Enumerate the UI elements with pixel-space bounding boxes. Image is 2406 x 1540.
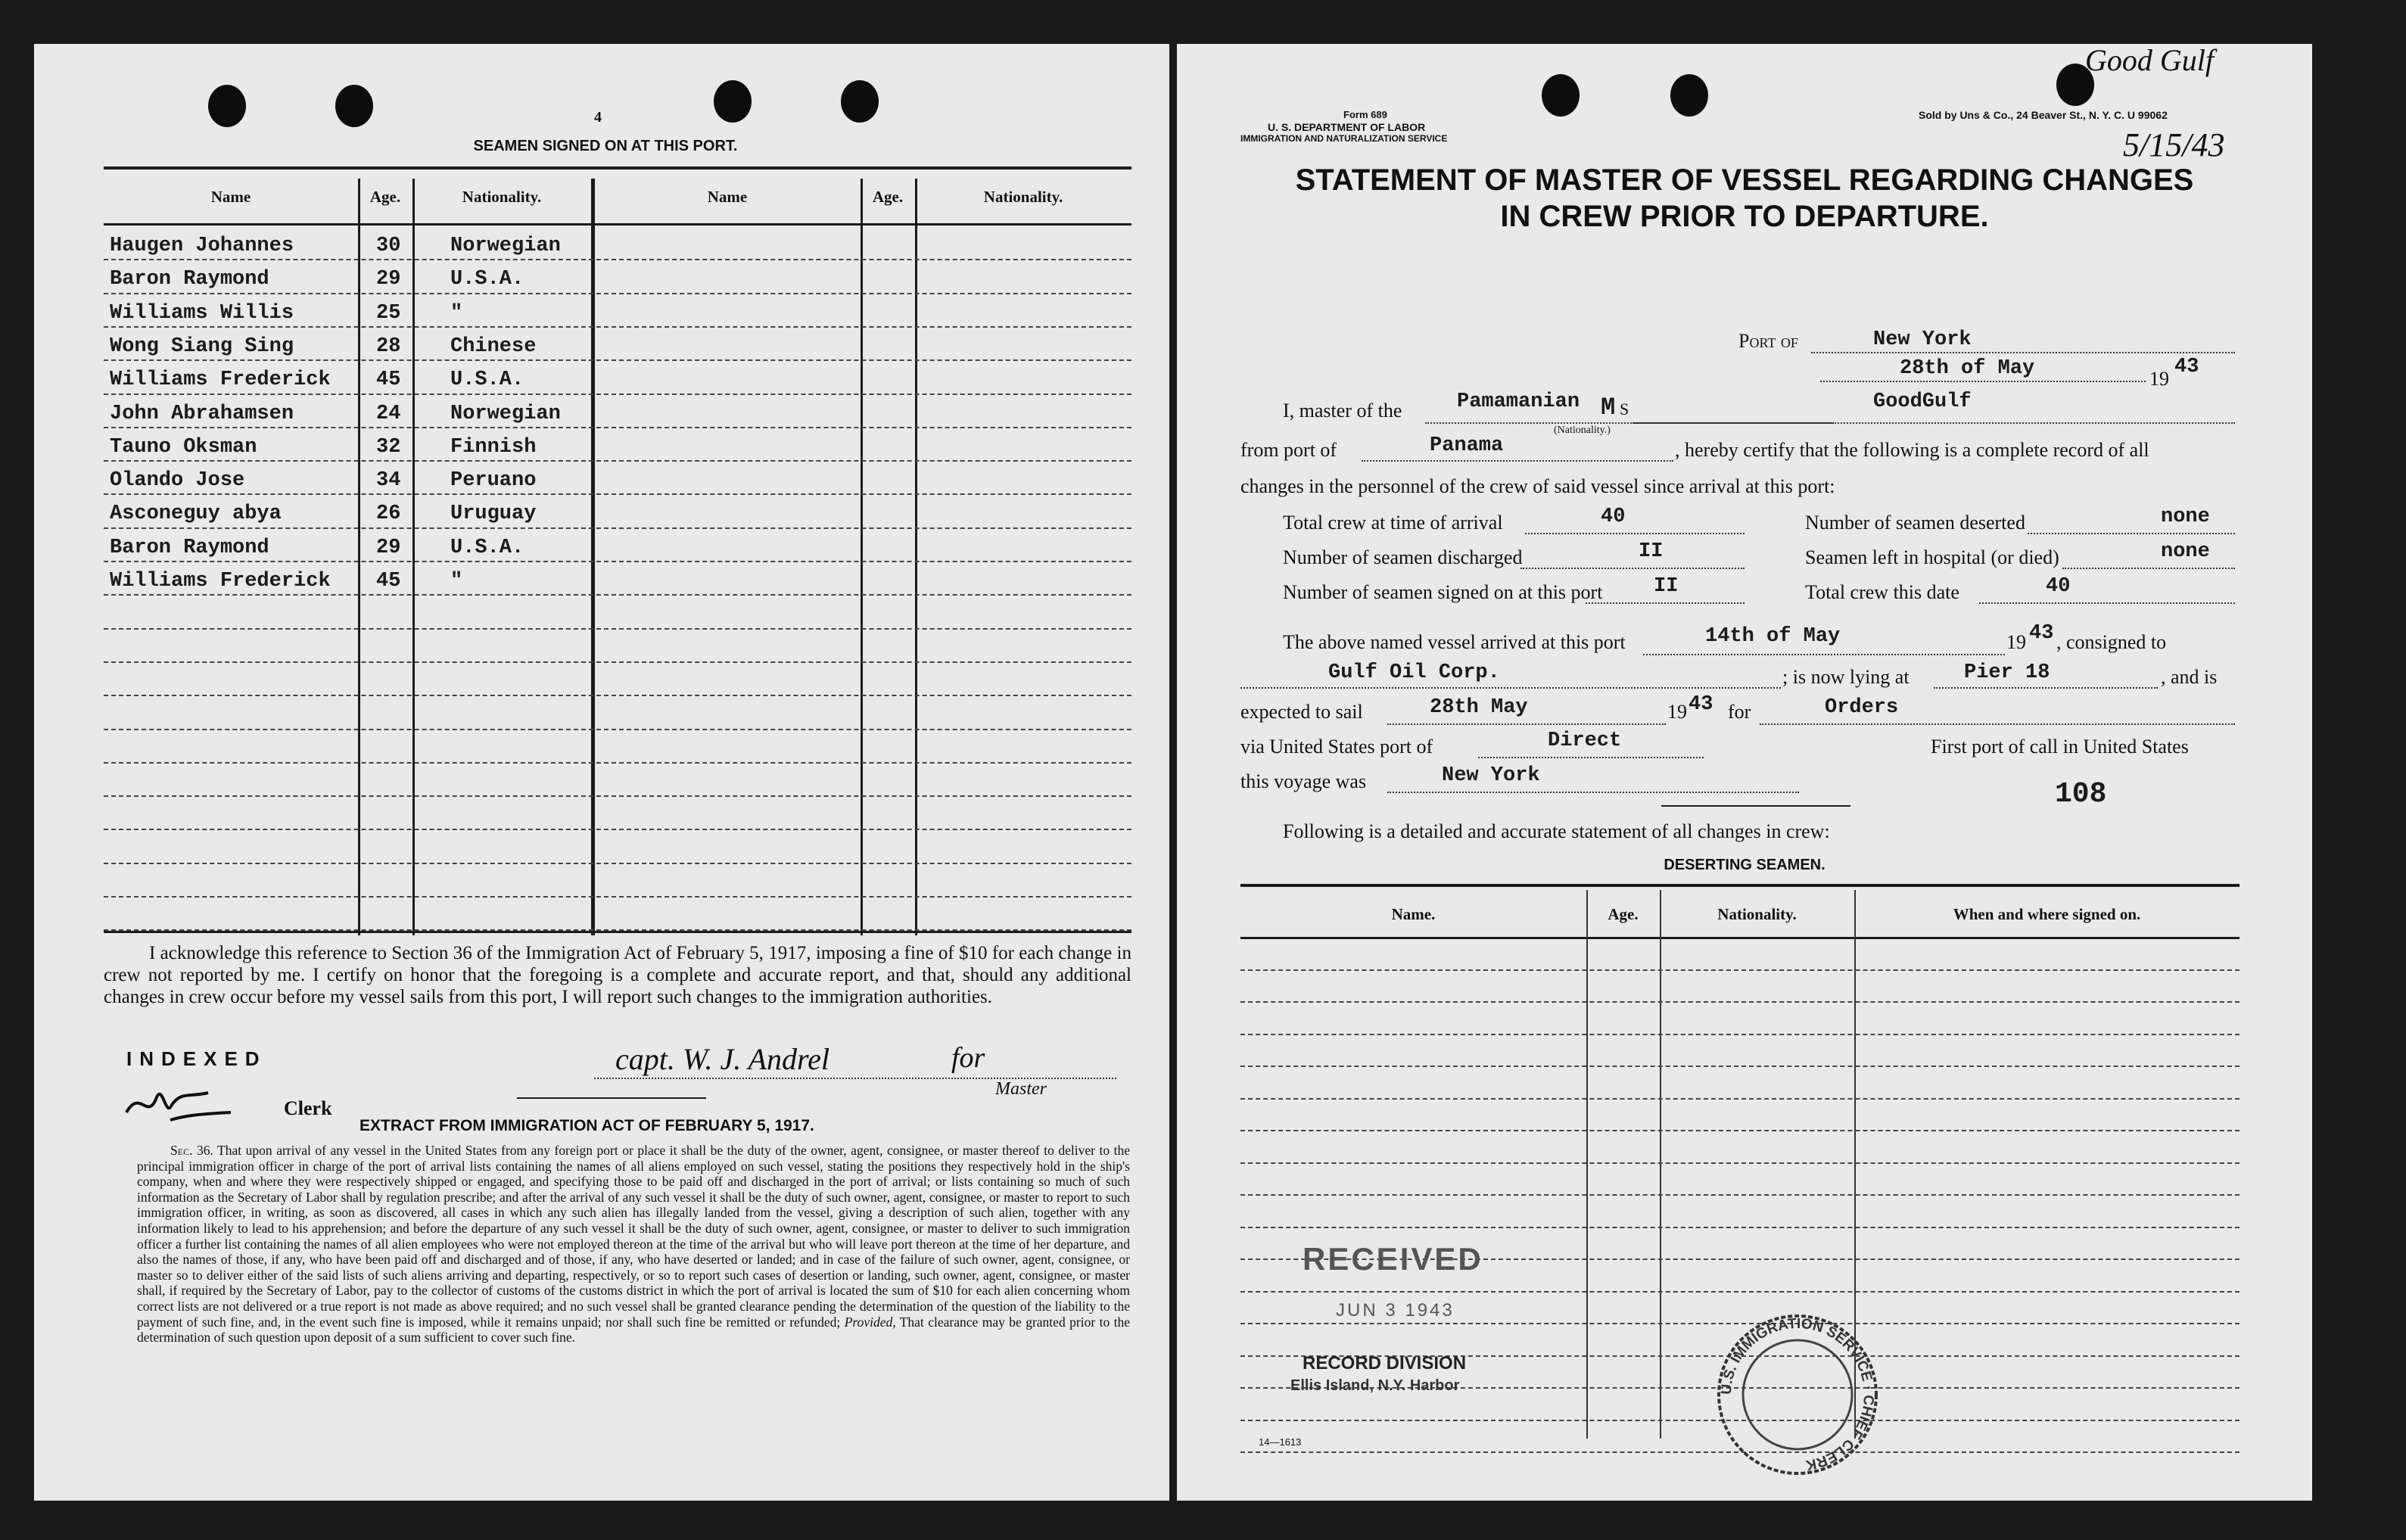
table-row-rule (104, 527, 1131, 529)
table-row-rule (104, 695, 1131, 696)
table-row-rule (1240, 1001, 2239, 1003)
crew-nat: Norwegian (450, 403, 561, 425)
total-date-line (1979, 602, 2235, 604)
crew-age: 25 (376, 302, 401, 325)
table-row-rule (104, 929, 1131, 931)
page-number: 4 (594, 109, 602, 126)
table-row-rule (104, 427, 1131, 428)
clerk-label: Clerk (284, 1097, 332, 1119)
from-port-label: from port of (1240, 439, 1337, 461)
left-page (34, 44, 1169, 1501)
total-date-label: Total crew this date (1805, 581, 1959, 603)
column-divider (915, 179, 917, 935)
table-row-rule (1240, 1194, 2239, 1196)
extract-rule (517, 1097, 706, 1099)
left-title: SEAMEN SIGNED ON AT THIS PORT. (473, 138, 738, 154)
deserting-table-header-rule (1240, 937, 2239, 939)
header-nationality-2: Nationality. (983, 188, 1063, 206)
column-divider (412, 179, 415, 935)
crew-age: 45 (376, 570, 401, 593)
consignee-line (1240, 687, 1781, 689)
table-row-rule (104, 460, 1131, 462)
table-row-rule (1240, 1227, 2239, 1228)
department-name: U. S. DEPARTMENT OF LABOR (1268, 121, 1426, 133)
master-of-label: I, master of the (1283, 400, 1402, 422)
crew-name: Williams Frederick (110, 369, 331, 391)
column-divider (358, 179, 360, 935)
date-line (1820, 381, 2146, 382)
total-arrival-value: 40 (1601, 506, 1626, 528)
via-label: via United States port of (1240, 736, 1433, 758)
lying-value: Pier 18 (1964, 661, 2050, 684)
total-date-value: 40 (2046, 575, 2071, 598)
handwritten-date: 5/15/43 (2123, 126, 2225, 163)
hospital-label: Seamen left in hospital (or died) (1805, 546, 2059, 568)
crew-name: Williams Frederick (110, 570, 331, 593)
section-body: That upon arrival of any vessel in the United States from any foreign port or place it shall be the duty of the owner, agent, consignee, or master thereof to deliver to the principal immigration officer in charge of the port of arrival lists containing the names of all aliens employed on such vessel, stating the positions they respectively hold in the ship's company, when and where they were respectively shipped or engaged, and specifying those to be paid off and discharged in the port of arrival; or lists containing so much of such information as the Secretary of Labor shall by regulation prescribe; and after the arrival of any such vessel it shall be the duty of such owner, agent, consignee, or master to report to such immigration officer, in writing, as soon as discovered, all cases in which any such alien has illegally landed from the vessel, giving a description of such alien, together with any information likely to lead to his apprehension; and before the departure of any such vessel it shall be the duty of such owner, agent, consignee, or master to deliver to such immigration officer a further list containing the names of all alien employees who were not employed thereon at the time of the arrival but who will leave port thereon at the time of her departure, and also the names of those, if any, who have been paid off and discharged and of those, if any, who have deserted or landed; and in case of the failure of such owner, agent, consignee, or master so to deliver either of the said lists of such aliens arriving and departing, respectively, or so to report such cases of desertion or landing, such owner, agent, consignee, or master shall, if required by the Secretary of Labor, pay to the collector of customs of the customs district in which the port of arrival is located the sum of $10 for each alien concerning whom correct lists are not delivered or a true report is not made as above required; and no such vessel shall be granted clearance pending the determination of the question of the liability to the payment of such fine, and, in the event such fine is imposed, while it remains unpaid; nor shall such fine be remitted or refunded; (137, 1143, 1130, 1330)
deserting-table-top (1240, 884, 2239, 887)
signed-on-label: Number of seamen signed on at this port (1283, 581, 1603, 603)
arrived-year: 43 (2029, 622, 2054, 645)
deserted-value: none (2161, 506, 2210, 528)
table-row-rule (104, 326, 1131, 328)
hospital-value: none (2161, 540, 2210, 563)
voyage-label: this voyage was (1240, 770, 1367, 792)
port-of-value: New York (1873, 328, 1972, 351)
crew-nat: U.S.A. (450, 268, 524, 291)
punch-hole (335, 85, 373, 127)
arrived-value: 14th of May (1705, 625, 1841, 648)
header-name-2: Name (707, 188, 748, 206)
crew-name: Tauno Oksman (110, 436, 257, 459)
expected-label: expected to sail (1240, 701, 1363, 723)
crew-nat: Finnish (450, 436, 537, 459)
discharged-label: Number of seamen discharged (1283, 546, 1523, 568)
first-port-label: First port of call in United States (1931, 736, 2189, 758)
crew-age: 28 (376, 335, 401, 358)
column-divider (591, 179, 595, 935)
crew-age: 45 (376, 369, 401, 391)
changes-text: changes in the personnel of the crew of said vessel since arrival at this port: (1240, 475, 1835, 497)
extract-title: EXTRACT FROM IMMIGRATION ACT OF FEBRUARY 5, 1917. (359, 1117, 814, 1134)
table-row-rule (104, 762, 1131, 764)
crew-name: Baron Raymond (110, 268, 269, 291)
circular-seal-stamp (1707, 1308, 1888, 1482)
table-row-rule (104, 795, 1131, 797)
table-row-rule (104, 729, 1131, 730)
table-row-rule (1240, 1162, 2239, 1164)
deserted-line (2028, 533, 2235, 534)
form-number: Form 689 (1343, 109, 1387, 120)
received-stamp: RECEIVED (1303, 1241, 1483, 1277)
table-row-rule (104, 394, 1131, 395)
and-is-label: , and is (2161, 666, 2218, 688)
port-of-label: Port of (1738, 330, 1798, 352)
crew-name: Olando Jose (110, 469, 245, 492)
section-label: Sec. 36. (170, 1143, 213, 1158)
vessel-name-line (1633, 422, 2235, 424)
crew-nat: Chinese (450, 335, 537, 358)
arrived-label: The above named vessel arrived at this port (1283, 631, 1626, 653)
table-bottom-rule (104, 931, 1131, 933)
punch-hole (714, 80, 752, 123)
crew-name: John Abrahamsen (110, 403, 294, 425)
for-line (1760, 723, 2235, 725)
crew-name: Asconeguy abya (110, 502, 282, 525)
punch-hole (208, 85, 246, 127)
vessel-type-suffix: S (1620, 400, 1629, 418)
header-age-2: Age. (872, 188, 904, 206)
signed-on-line (1586, 602, 1745, 604)
crew-nat: U.S.A. (450, 537, 524, 559)
date-value: 28th of May (1900, 357, 2035, 380)
crew-age: 32 (376, 436, 401, 459)
for-handwriting: for (951, 1042, 985, 1074)
column-divider (861, 179, 863, 935)
deserting-header-age: Age. (1608, 905, 1639, 923)
via-line (1478, 757, 1704, 758)
seal-text: U.S. IMMIGRATION SERVICE · CHIEF CLERK (1718, 1315, 1877, 1473)
from-port-line (1362, 460, 1673, 462)
expected-year-prefix: 19 (1667, 701, 1687, 723)
table-row-rule (104, 896, 1131, 898)
hospital-line (2062, 568, 2235, 569)
table-row-rule (104, 829, 1131, 830)
table-row-rule (1240, 969, 2239, 971)
crew-nat: " (450, 302, 463, 325)
table-header-rule (104, 223, 1131, 226)
crew-nat: Uruguay (450, 502, 537, 525)
crew-nat: " (450, 570, 463, 593)
year-value: 43 (2174, 356, 2199, 378)
following-text: Following is a detailed and accurate statement of all changes in crew: (1283, 820, 1830, 842)
discharged-line (1520, 568, 1745, 569)
crew-age: 34 (376, 469, 401, 492)
crew-age: 26 (376, 502, 401, 525)
indexed-stamp: INDEXED (126, 1047, 267, 1070)
discharged-value: II (1639, 540, 1664, 563)
crew-nat: Norwegian (450, 235, 561, 257)
table-row-rule (104, 594, 1131, 596)
acknowledgment-text: I acknowledge this reference to Section 36 of the Immigration Act of February 5, 1917, imposing a fine of $10 for each change in crew not reported by me. I certify on honor that the foregoing is a complete and accurate report, and that, should any additional changes in crew occur before my vessel sails from this port, I will report such changes to the immigration authorities. (104, 943, 1131, 1007)
total-arrival-label: Total crew at time of arrival (1283, 512, 1503, 534)
signed-on-value: II (1654, 575, 1679, 598)
lying-line (1934, 687, 2158, 689)
expected-line (1387, 723, 1666, 725)
header-nationality: Nationality. (462, 188, 542, 206)
punch-hole (841, 80, 879, 123)
arrived-line (1643, 654, 2005, 655)
form-title-line-2: IN CREW PRIOR TO DEPARTURE. (1500, 200, 1989, 233)
table-row-rule (104, 661, 1131, 663)
header-name: Name (210, 188, 251, 206)
table-row-rule (104, 293, 1131, 294)
table-row-rule (1240, 1130, 2239, 1131)
expected-year: 43 (1689, 693, 1713, 716)
handwritten-vessel-name: Good Gulf (2085, 43, 2214, 77)
punch-hole (1542, 74, 1580, 117)
punch-hole (1670, 74, 1708, 117)
clerk-initials-signature (117, 1075, 238, 1135)
deserting-header-nationality: Nationality. (1717, 905, 1797, 923)
provided-label: Provided, (844, 1314, 896, 1330)
table-row-rule (104, 259, 1131, 260)
total-arrival-line (1525, 533, 1745, 534)
table-row-rule (1240, 1066, 2239, 1067)
record-division: RECORD DIVISION (1303, 1353, 1467, 1374)
record-location: Ellis Island, N.Y. Harbor (1290, 1377, 1460, 1394)
crew-nat: Peruano (450, 469, 537, 492)
provided-body: That clearance may be granted prior to the determination of such question upon deposit of a sum sufficient to cover such fine. (137, 1314, 1131, 1346)
voyage-rule (1661, 805, 1850, 807)
table-top-rule (104, 166, 1131, 170)
header-age: Age. (369, 188, 401, 206)
table-row-rule (1240, 1098, 2239, 1100)
deserting-title: DESERTING SEAMEN. (1664, 857, 1826, 873)
crew-nat: U.S.A. (450, 369, 524, 391)
table-row-rule (104, 493, 1131, 495)
form-title-line-1: STATEMENT OF MASTER OF VESSEL REGARDING CHANGES (1295, 163, 2194, 197)
from-port-value: Panama (1430, 434, 1504, 457)
via-value: Direct (1548, 730, 1622, 752)
vessel-name: GoodGulf (1873, 390, 1972, 413)
voyage-value: New York (1442, 764, 1540, 787)
section-36-text (137, 1143, 1130, 1346)
table-row-rule (104, 863, 1131, 864)
form-code: 14—1613 (1259, 1436, 1302, 1448)
consigned-label: , consigned to (2056, 631, 2167, 653)
right-page (1177, 44, 2312, 1501)
port-line (1811, 352, 2235, 353)
crew-name: Williams Willis (110, 302, 294, 325)
received-date: JUN 3 1943 (1336, 1300, 1455, 1321)
crew-age: 29 (376, 268, 401, 291)
deserting-header-name: Name. (1391, 905, 1436, 923)
table-row-rule (1240, 1291, 2239, 1293)
crew-age: 29 (376, 537, 401, 559)
crew-name: Haugen Johannes (110, 235, 294, 257)
for-label: for (1728, 701, 1751, 723)
arrived-year-prefix: 19 (2006, 631, 2026, 653)
table-row-rule (104, 359, 1131, 361)
table-row-rule (1240, 1034, 2239, 1035)
crew-age: 24 (376, 403, 401, 425)
certify-text: , hereby certify that the following is a complete record of all (1675, 439, 2149, 461)
nationality-value: Pamamanian (1457, 390, 1580, 413)
deserting-header-signed-on: When and where signed on. (1953, 905, 2141, 923)
crew-name: Baron Raymond (110, 537, 269, 559)
nationality-caption: (Nationality.) (1554, 425, 1611, 436)
lying-label: ; is now lying at (1782, 666, 1910, 688)
voyage-line (1387, 792, 1799, 793)
number-stamp: 108 (2055, 778, 2107, 810)
sold-by-note: Sold by Uns & Co., 24 Beaver St., N. Y. C. U 99062 (1919, 109, 2168, 121)
master-label: Master (995, 1079, 1047, 1099)
crew-name: Wong Siang Sing (110, 335, 294, 358)
consignee-value: Gulf Oil Corp. (1328, 661, 1500, 684)
deserted-label: Number of seamen deserted (1805, 512, 2025, 534)
table-row-rule (104, 628, 1131, 630)
year-prefix: 19 (2149, 368, 2169, 390)
master-signature: capt. W. J. Andrel (615, 1042, 829, 1076)
expected-value: 28th May (1430, 696, 1528, 719)
table-row-rule (104, 561, 1131, 562)
service-name: IMMIGRATION AND NATURALIZATION SERVICE (1240, 133, 1448, 144)
for-value: Orders (1825, 696, 1899, 719)
crew-age: 30 (376, 235, 401, 257)
vessel-type: M (1601, 394, 1616, 422)
